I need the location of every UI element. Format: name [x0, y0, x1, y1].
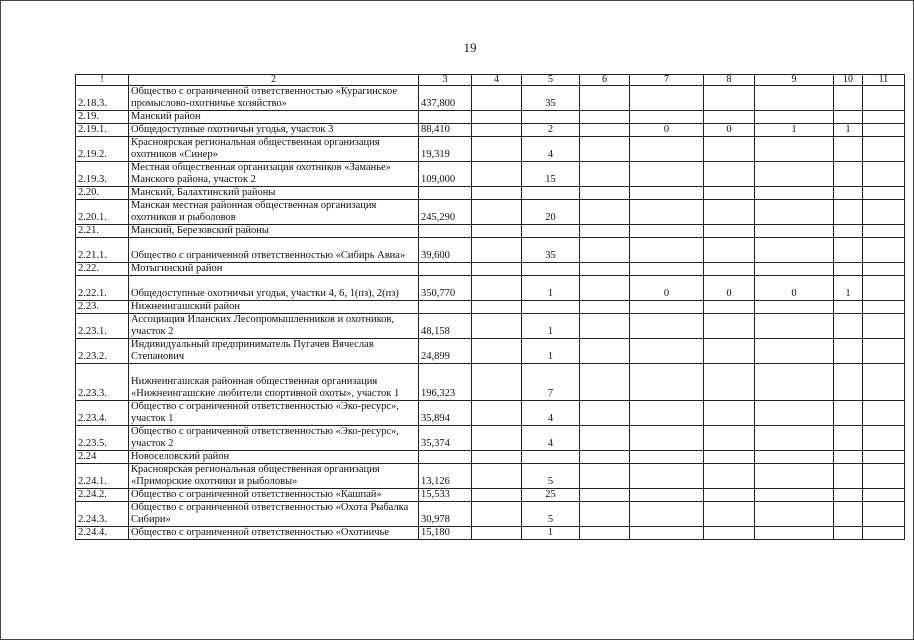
- cell-c11: [863, 464, 905, 489]
- cell-num: 2.19.2.: [76, 137, 129, 162]
- cell-c5: [522, 301, 580, 314]
- cell-name: Красноярская региональная общественная организация «Приморские охотники и рыболовы»: [129, 464, 419, 489]
- cell-c9: [755, 200, 834, 225]
- cell-c5: 4: [522, 137, 580, 162]
- cell-num: 2.24: [76, 451, 129, 464]
- cell-c4: [472, 364, 522, 401]
- cell-name: Манская местная районная общественная организация охотников и рыболовов: [129, 200, 419, 225]
- cell-c7: [630, 111, 704, 124]
- cell-num: 2.23.5.: [76, 426, 129, 451]
- cell-c3: 48,158: [419, 314, 472, 339]
- cell-c11: [863, 426, 905, 451]
- cell-c4: [472, 426, 522, 451]
- column-header-9: 9: [755, 75, 834, 86]
- cell-c3: 245,290: [419, 200, 472, 225]
- cell-name: Общедоступные охотничьи угодья, участки 4, 6, 1(пз), 2(пз): [129, 276, 419, 301]
- cell-c3: [419, 451, 472, 464]
- cell-num: 2.20.1.: [76, 200, 129, 225]
- cell-c5: 1: [522, 314, 580, 339]
- cell-c6: [580, 200, 630, 225]
- cell-c11: [863, 314, 905, 339]
- cell-c8: [704, 401, 755, 426]
- table-row: [76, 364, 905, 401]
- cell-c10: [834, 527, 863, 540]
- cell-c9: [755, 238, 834, 263]
- cell-c3: 30,978: [419, 502, 472, 527]
- cell-c11: [863, 263, 905, 276]
- cell-c7: 0: [630, 124, 704, 137]
- header-row: [76, 75, 905, 86]
- table-row: [76, 162, 905, 187]
- cell-c8: [704, 489, 755, 502]
- cell-c9: [755, 314, 834, 339]
- cell-c10: [834, 314, 863, 339]
- cell-c8: [704, 364, 755, 401]
- cell-c9: [755, 364, 834, 401]
- cell-name: Общество с ограниченной ответственностью «Сибирь Авиа»: [129, 238, 419, 263]
- cell-c3: 88,410: [419, 124, 472, 137]
- cell-c5: 25: [522, 489, 580, 502]
- cell-c6: [580, 314, 630, 339]
- cell-c8: [704, 301, 755, 314]
- column-header-4: 4: [472, 75, 522, 86]
- cell-c4: [472, 137, 522, 162]
- cell-c11: [863, 451, 905, 464]
- table-row: [76, 111, 905, 124]
- cell-c3: 35,374: [419, 426, 472, 451]
- cell-c6: [580, 162, 630, 187]
- cell-c5: 2: [522, 124, 580, 137]
- table-row: [76, 86, 905, 111]
- cell-num: 2.22.1.: [76, 276, 129, 301]
- cell-c5: 5: [522, 464, 580, 489]
- cell-num: 2.21.1.: [76, 238, 129, 263]
- cell-c4: [472, 86, 522, 111]
- cell-name: Индивидуальный предприниматель Пугачев Вячеслав Степанович: [129, 339, 419, 364]
- table-row: [76, 263, 905, 276]
- cell-c7: [630, 137, 704, 162]
- cell-c4: [472, 339, 522, 364]
- cell-c6: [580, 426, 630, 451]
- column-header-8: 8: [704, 75, 755, 86]
- cell-c3: 196,323: [419, 364, 472, 401]
- cell-c9: [755, 489, 834, 502]
- cell-num: 2.23.3.: [76, 364, 129, 401]
- cell-num: 2.24.2.: [76, 489, 129, 502]
- cell-c9: [755, 464, 834, 489]
- cell-c6: [580, 276, 630, 301]
- cell-c10: [834, 225, 863, 238]
- cell-c5: 15: [522, 162, 580, 187]
- cell-c5: 4: [522, 401, 580, 426]
- cell-c6: [580, 339, 630, 364]
- cell-c6: [580, 464, 630, 489]
- data-table: [75, 74, 905, 540]
- cell-name: Ассоциация Иланских Лесопромышленников и охотников, участок 2: [129, 314, 419, 339]
- cell-c6: [580, 263, 630, 276]
- cell-c11: [863, 200, 905, 225]
- cell-c8: [704, 527, 755, 540]
- cell-c7: [630, 314, 704, 339]
- cell-c8: [704, 187, 755, 200]
- cell-c9: [755, 137, 834, 162]
- cell-c3: [419, 263, 472, 276]
- cell-c6: [580, 451, 630, 464]
- cell-c9: [755, 86, 834, 111]
- cell-c9: [755, 401, 834, 426]
- cell-c6: [580, 364, 630, 401]
- cell-c5: 5: [522, 502, 580, 527]
- cell-c7: [630, 426, 704, 451]
- cell-c7: 0: [630, 276, 704, 301]
- cell-c8: 0: [704, 276, 755, 301]
- cell-c9: [755, 162, 834, 187]
- table-row: [76, 339, 905, 364]
- cell-num: 2.24.4.: [76, 527, 129, 540]
- cell-name: Мотыгинский район: [129, 263, 419, 276]
- cell-c9: [755, 502, 834, 527]
- table-row: [76, 225, 905, 238]
- cell-name: Общество с ограниченной ответственностью «Курагинское промыслово-охотничье хозяйство»: [129, 86, 419, 111]
- cell-c8: [704, 225, 755, 238]
- table-row: [76, 276, 905, 301]
- cell-c7: [630, 364, 704, 401]
- cell-c8: [704, 200, 755, 225]
- cell-c6: [580, 225, 630, 238]
- cell-c8: [704, 86, 755, 111]
- cell-c4: [472, 263, 522, 276]
- cell-c4: [472, 187, 522, 200]
- cell-name: Нижнеингашская районная общественная организация «Нижнеингашские любители спортивной охоты», участок 1: [129, 364, 419, 401]
- cell-c3: 15,533: [419, 489, 472, 502]
- cell-c6: [580, 86, 630, 111]
- cell-c11: [863, 225, 905, 238]
- page-number: 19: [463, 40, 477, 55]
- cell-c7: [630, 263, 704, 276]
- cell-c10: [834, 200, 863, 225]
- cell-c4: [472, 314, 522, 339]
- table-row: [76, 314, 905, 339]
- cell-c11: [863, 111, 905, 124]
- cell-c9: [755, 225, 834, 238]
- cell-c10: [834, 451, 863, 464]
- cell-c11: [863, 364, 905, 401]
- table-row: [76, 200, 905, 225]
- table-row: [76, 137, 905, 162]
- cell-c4: [472, 464, 522, 489]
- cell-c4: [472, 225, 522, 238]
- cell-c10: 1: [834, 124, 863, 137]
- cell-c3: 39,600: [419, 238, 472, 263]
- cell-num: 2.23.1.: [76, 314, 129, 339]
- cell-c10: [834, 401, 863, 426]
- cell-c11: [863, 187, 905, 200]
- cell-c8: [704, 162, 755, 187]
- cell-c8: [704, 314, 755, 339]
- cell-c9: [755, 263, 834, 276]
- cell-c6: [580, 238, 630, 263]
- cell-num: 2.22.: [76, 263, 129, 276]
- cell-name: Новоселовский район: [129, 451, 419, 464]
- cell-c10: 1: [834, 276, 863, 301]
- cell-c5: 35: [522, 86, 580, 111]
- cell-name: Общество с ограниченной ответственностью «Эко-ресурс», участок 1: [129, 401, 419, 426]
- cell-c3: 13,126: [419, 464, 472, 489]
- table-body: [76, 86, 905, 540]
- cell-c9: [755, 187, 834, 200]
- cell-c6: [580, 489, 630, 502]
- cell-num: 2.24.3.: [76, 502, 129, 527]
- cell-c5: 7: [522, 364, 580, 401]
- cell-c7: [630, 301, 704, 314]
- cell-c3: 437,800: [419, 86, 472, 111]
- cell-c9: [755, 301, 834, 314]
- cell-c6: [580, 111, 630, 124]
- table-row: [76, 301, 905, 314]
- cell-num: 2.19.1.: [76, 124, 129, 137]
- cell-c4: [472, 502, 522, 527]
- cell-c10: [834, 263, 863, 276]
- cell-c11: [863, 124, 905, 137]
- cell-c11: [863, 86, 905, 111]
- cell-name: Манский район: [129, 111, 419, 124]
- cell-c4: [472, 124, 522, 137]
- cell-c7: [630, 187, 704, 200]
- cell-c9: [755, 339, 834, 364]
- table-row: [76, 124, 905, 137]
- cell-c9: [755, 451, 834, 464]
- cell-c8: [704, 502, 755, 527]
- cell-num: 2.23.4.: [76, 401, 129, 426]
- cell-num: 2.23.2.: [76, 339, 129, 364]
- cell-c5: 4: [522, 426, 580, 451]
- cell-c5: [522, 225, 580, 238]
- cell-c9: [755, 111, 834, 124]
- column-header-5: 5: [522, 75, 580, 86]
- cell-c8: [704, 339, 755, 364]
- cell-c10: [834, 137, 863, 162]
- cell-c10: [834, 426, 863, 451]
- column-header-6: 6: [580, 75, 630, 86]
- table-row: [76, 426, 905, 451]
- table-row: [76, 187, 905, 200]
- cell-name: Общество с ограниченной ответственностью «Эко-ресурс», участок 2: [129, 426, 419, 451]
- cell-c5: 1: [522, 276, 580, 301]
- column-header-7: 7: [630, 75, 704, 86]
- cell-c6: [580, 502, 630, 527]
- cell-c7: [630, 86, 704, 111]
- cell-c10: [834, 111, 863, 124]
- cell-c6: [580, 187, 630, 200]
- cell-c10: [834, 162, 863, 187]
- cell-c6: [580, 527, 630, 540]
- cell-c10: [834, 464, 863, 489]
- cell-c8: [704, 137, 755, 162]
- cell-c3: 24,899: [419, 339, 472, 364]
- cell-num: 2.20.: [76, 187, 129, 200]
- cell-c11: [863, 238, 905, 263]
- cell-name: Общество с ограниченной ответственностью «Охота Рыбалка Сибири»: [129, 502, 419, 527]
- cell-c3: 109,000: [419, 162, 472, 187]
- cell-name: Местная общественная организация охотников «Заманье» Манского района, участок 2: [129, 162, 419, 187]
- cell-c8: [704, 426, 755, 451]
- cell-c11: [863, 527, 905, 540]
- cell-c11: [863, 401, 905, 426]
- cell-c7: [630, 162, 704, 187]
- cell-c3: 350,770: [419, 276, 472, 301]
- cell-c7: [630, 401, 704, 426]
- table-row: [76, 527, 905, 540]
- column-header-10: 10: [834, 75, 863, 86]
- cell-c9: 0: [755, 276, 834, 301]
- cell-c5: 35: [522, 238, 580, 263]
- cell-c11: [863, 276, 905, 301]
- column-header-1: !: [76, 75, 129, 86]
- cell-name: Манский, Балахтинский районы: [129, 187, 419, 200]
- cell-c9: [755, 527, 834, 540]
- cell-c9: 1: [755, 124, 834, 137]
- cell-c11: [863, 502, 905, 527]
- cell-c4: [472, 200, 522, 225]
- cell-c8: [704, 464, 755, 489]
- cell-num: 2.19.: [76, 111, 129, 124]
- cell-c3: [419, 225, 472, 238]
- cell-c5: 20: [522, 200, 580, 225]
- cell-c8: [704, 238, 755, 263]
- cell-c11: [863, 339, 905, 364]
- cell-c4: [472, 238, 522, 263]
- cell-c10: [834, 86, 863, 111]
- cell-c11: [863, 162, 905, 187]
- cell-c7: [630, 238, 704, 263]
- cell-c3: 35,894: [419, 401, 472, 426]
- cell-c6: [580, 401, 630, 426]
- cell-c3: 19,319: [419, 137, 472, 162]
- cell-c10: [834, 364, 863, 401]
- cell-c10: [834, 301, 863, 314]
- table-row: [76, 464, 905, 489]
- cell-c5: 1: [522, 527, 580, 540]
- column-header-2: 2: [129, 75, 419, 86]
- table-row: [76, 451, 905, 464]
- cell-c10: [834, 339, 863, 364]
- cell-c4: [472, 451, 522, 464]
- cell-c4: [472, 301, 522, 314]
- cell-c3: [419, 301, 472, 314]
- cell-c10: [834, 502, 863, 527]
- cell-name: Общество с ограниченной ответственностью «Кашпай»: [129, 489, 419, 502]
- cell-c3: 15,180: [419, 527, 472, 540]
- cell-c7: [630, 200, 704, 225]
- cell-c4: [472, 401, 522, 426]
- cell-c7: [630, 502, 704, 527]
- cell-name: Красноярская региональная общественная организация охотников «Синер»: [129, 137, 419, 162]
- table-row: [76, 489, 905, 502]
- cell-c4: [472, 489, 522, 502]
- cell-c8: [704, 263, 755, 276]
- cell-c11: [863, 489, 905, 502]
- column-header-3: 3: [419, 75, 472, 86]
- cell-c5: [522, 187, 580, 200]
- cell-num: 2.23.: [76, 301, 129, 314]
- cell-c6: [580, 124, 630, 137]
- cell-c10: [834, 238, 863, 263]
- table-row: [76, 502, 905, 527]
- cell-c5: [522, 111, 580, 124]
- cell-name: Нижнеингашский район: [129, 301, 419, 314]
- cell-c4: [472, 276, 522, 301]
- cell-c7: [630, 451, 704, 464]
- cell-c8: [704, 111, 755, 124]
- cell-c7: [630, 225, 704, 238]
- cell-c4: [472, 111, 522, 124]
- cell-c8: [704, 451, 755, 464]
- cell-c6: [580, 301, 630, 314]
- cell-c7: [630, 527, 704, 540]
- cell-c5: [522, 263, 580, 276]
- cell-c5: 1: [522, 339, 580, 364]
- table-row: [76, 401, 905, 426]
- cell-c9: [755, 426, 834, 451]
- cell-c3: [419, 187, 472, 200]
- column-header-11: 11: [863, 75, 905, 86]
- cell-c7: [630, 339, 704, 364]
- cell-c4: [472, 162, 522, 187]
- cell-c7: [630, 489, 704, 502]
- cell-num: 2.24.1.: [76, 464, 129, 489]
- cell-c11: [863, 137, 905, 162]
- cell-name: Общество с ограниченной ответственностью «Охотничье: [129, 527, 419, 540]
- cell-num: 2.21.: [76, 225, 129, 238]
- cell-name: Общедоступные охотничьи угодья, участок 3: [129, 124, 419, 137]
- cell-c5: [522, 451, 580, 464]
- cell-c8: 0: [704, 124, 755, 137]
- cell-name: Манский, Березовский районы: [129, 225, 419, 238]
- cell-c4: [472, 527, 522, 540]
- cell-c3: [419, 111, 472, 124]
- cell-num: 2.19.3.: [76, 162, 129, 187]
- table-row: [76, 238, 905, 263]
- cell-c10: [834, 489, 863, 502]
- cell-c11: [863, 301, 905, 314]
- cell-c6: [580, 137, 630, 162]
- cell-num: 2.18.3.: [76, 86, 129, 111]
- cell-c7: [630, 464, 704, 489]
- cell-c10: [834, 187, 863, 200]
